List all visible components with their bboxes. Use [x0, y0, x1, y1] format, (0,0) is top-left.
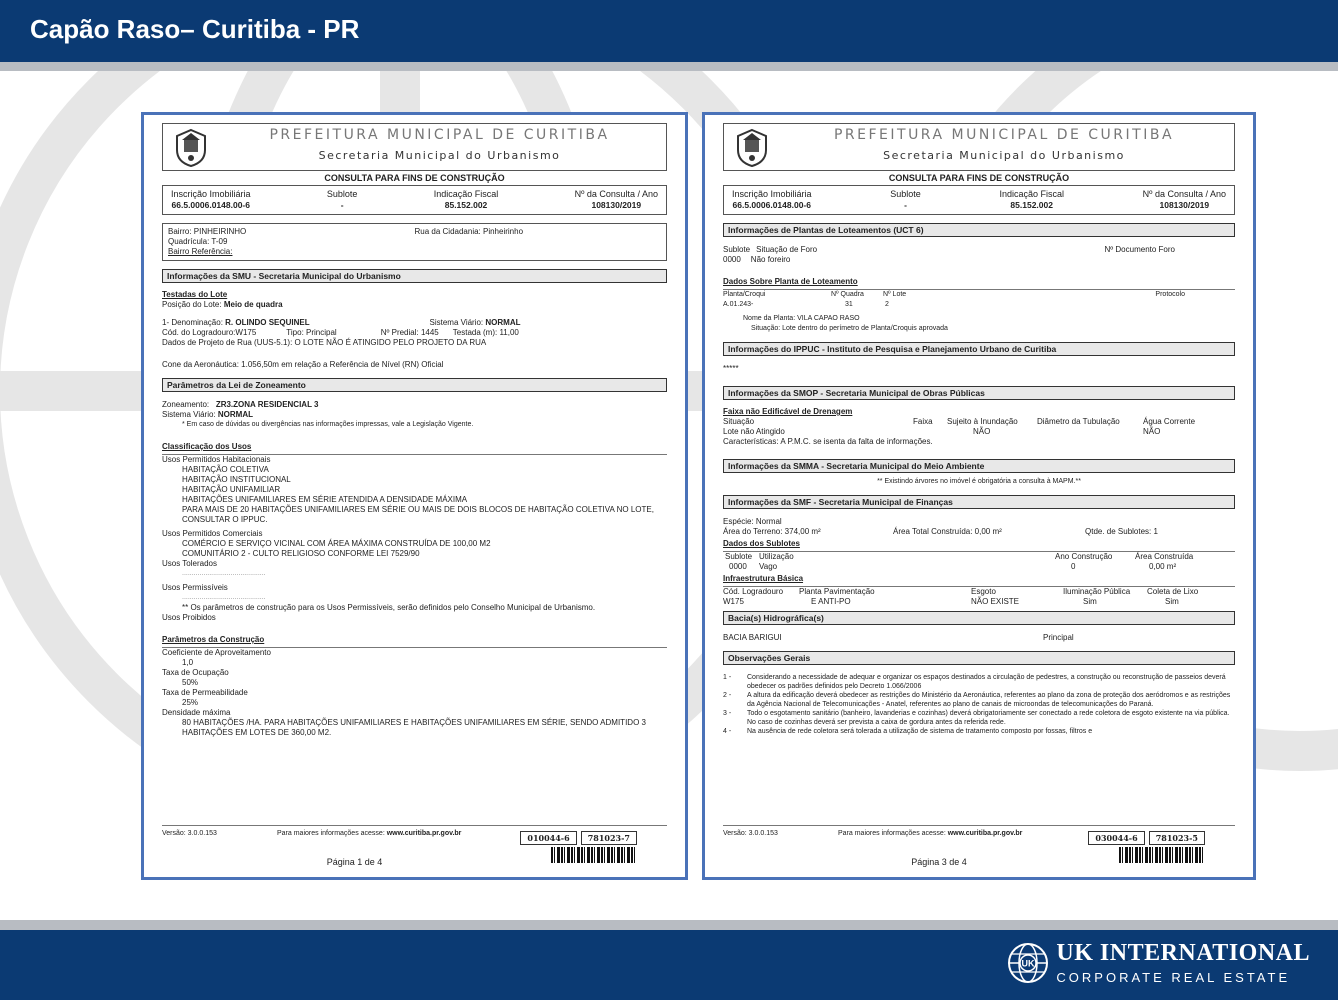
dotted-line: ........................................... [182, 570, 266, 577]
sistema2-label: Sistema Viário: [162, 410, 216, 419]
usos-permissiveis-label: Usos Permissíveis [162, 583, 228, 592]
planta-pav-label: Planta Pavimentação [799, 587, 875, 596]
predial: Nº Predial: 1445 [380, 328, 439, 337]
brand-logo [1006, 940, 1310, 985]
quadricula: Quadrícula: T-09 [168, 237, 228, 246]
obs-text: Todo o esgotamento sanitário (banheiro, lavanderias e cozinhas) deverá obrigatoriamente ser conectado a rede coletora de esgoto existente na via pública. No caso de cozinhas deverá ser prevista a caixa de gordura antes da referida rede. [747, 710, 1230, 726]
sublote-value: 0000 [723, 255, 741, 264]
obs-text: A altura da edificação deverá obedecer as restrições do Ministério da Aeronáutica, referentes ao plano da zona de proteção dos aeródromos e as restrições da Agência Nacional de Telecomunicações - Anatel, referentes ao plano de canais de microondas de telecomunicações do Paraná. [747, 692, 1231, 708]
section-smf: Informações da SMF - Secretaria Municipal de Finanças [723, 495, 1235, 509]
sujeito-value: NÃO [973, 427, 991, 436]
cod-log-label: Cód. Logradouro [723, 587, 784, 596]
rua-cidadania: Rua da Cidadania: Pinheirinho [414, 227, 524, 236]
doc-code: 030044-6 [1088, 831, 1144, 845]
denominacao-value: R. OLINDO SEQUINEL [225, 318, 310, 327]
page-number: Página 1 de 4 [326, 857, 383, 867]
header-divider [0, 62, 1338, 71]
document-page-3 [702, 112, 1256, 880]
doc-footer [723, 823, 1235, 869]
planta-pav-value: E ANTI-PO [811, 597, 851, 606]
value-consulta: 108130/2019 [591, 200, 642, 210]
testadas-heading: Testadas do Lote [162, 290, 228, 299]
bacia-tipo: Principal [1043, 633, 1074, 642]
doc-code: 781023-5 [1149, 831, 1205, 845]
densidade-value: 80 HABITAÇÕES /HA. PARA HABITAÇÕES UNIFAMILIARES E HABITAÇÕES UNIFAMILIARES EM SÉRIE, SENDO ADMITIDO 3 HABITAÇÕES EM LOTES DE 360,00 M2. [182, 718, 646, 737]
brand-tagline: CORPORATE REAL ESTATE [1056, 970, 1291, 985]
bairro-referencia: Bairro Referência: [168, 247, 233, 256]
cod-logradouro: Cód. do Logradouro:W175 [162, 328, 257, 337]
classificacao-heading: Classificação dos Usos [162, 442, 252, 451]
sub-sublote-value: 0000 [729, 562, 747, 571]
agua-value: NÃO [1143, 427, 1161, 436]
faixa-drenagem-heading: Faixa não Edificável de Drenagem [723, 407, 853, 416]
situacao-foro-label: Situação de Foro [756, 245, 818, 254]
doc-code: 010044-6 [520, 831, 576, 845]
doc-subtitle: Secretaria Municipal do Urbanismo [883, 149, 1125, 162]
version: Versão: 3.0.0.153 [723, 830, 778, 837]
label-inscricao: Inscrição Imobiliária [171, 189, 251, 199]
coef-value: 1,0 [182, 658, 194, 667]
caracteristicas: Características: A P.M.C. se isenta da falta de informações. [723, 437, 933, 446]
utilizacao-value: Vago [759, 562, 778, 571]
ano-construcao-value: 0 [1071, 562, 1076, 571]
bairro: Bairro: PINHEIRINHO [168, 227, 247, 236]
obs-text: Considerando a necessidade de adequar e organizar os espaços destinados a circulação de pedestres, a construção ou reconstrução de passeios deverá obedecer os padrões definidos pelo Decreto 1.066/2006 [747, 674, 1226, 690]
section-zoneamento: Parâmetros da Lei de Zoneamento [162, 378, 667, 392]
label-sublote: Sublote [326, 189, 358, 199]
footer-divider [0, 920, 1338, 930]
version: Versão: 3.0.0.153 [162, 830, 217, 837]
value-inscricao: 66.5.0006.0148.00-6 [171, 200, 250, 210]
sistema-label: Sistema Viário: [429, 318, 484, 327]
doc-foro-label: Nº Documento Foro [1104, 245, 1175, 254]
value-inscricao: 66.5.0006.0148.00-6 [732, 200, 811, 210]
section-smma: Informações da SMMA - Secretaria Municipal do Meio Ambiente [723, 459, 1235, 473]
observacoes-list [723, 673, 1235, 736]
doc-subtitle: Secretaria Municipal do Urbanismo [318, 149, 561, 162]
testada: Testada (m): 11,00 [452, 328, 519, 337]
zoneamento-value: ZR3.ZONA RESIDENCIAL 3 [215, 400, 319, 409]
doc-header [723, 123, 1235, 171]
densidade-label: Densidade máxima [162, 708, 231, 717]
iluminacao-label: Iluminação Pública [1063, 587, 1131, 596]
doc-consulta-heading: CONSULTA PARA FINS DE CONSTRUÇÃO [324, 173, 505, 183]
gov-url: www.curitiba.pr.gov.br [947, 830, 1023, 837]
ippuc-value: ***** [723, 364, 739, 373]
list-item [723, 709, 1235, 727]
doc-id-box [162, 185, 667, 215]
list-item: HABITAÇÃO INSTITUCIONAL [182, 475, 291, 484]
qtde-sublotes: Qtde. de Sublotes: 1 [1085, 527, 1158, 536]
sublote-label: Sublote [723, 245, 751, 254]
quadra-label: Nº Quadra [831, 291, 864, 298]
sujeito-label: Sujeito à Inundação [947, 417, 1018, 426]
dados-sublotes-heading: Dados dos Sublotes [723, 539, 800, 548]
uk-globe-icon [1006, 941, 1050, 985]
divider [723, 825, 1235, 826]
protocolo-label: Protocolo [1155, 291, 1185, 298]
nota-permissiveis: ** Os parâmetros de construção para os Usos Permissíveis, serão definidos pelo Conselho Municipal de Urbanismo. [182, 603, 596, 612]
list-item [723, 691, 1235, 709]
cone-aeronautica: Cone da Aeronáutica: 1.056,50m em relação a Referência de Nível (RN) Oficial [162, 360, 444, 369]
situacao-foro-value: Não foreiro [750, 255, 791, 264]
slide-footer [0, 930, 1338, 1000]
doc-header [162, 123, 667, 171]
list-item [723, 673, 1235, 691]
section-smu: Informações da SMU - Secretaria Municipal do Urbanismo [162, 269, 667, 283]
area-construida-label: Área Construída [1135, 552, 1194, 561]
section-observacoes: Observações Gerais [723, 651, 1235, 665]
section-plantas: Informações de Plantas de Loteamentos (UCT 6) [723, 223, 1235, 237]
page-number: Página 3 de 4 [911, 857, 967, 867]
list-item: HABITAÇÕES UNIFAMILIARES EM SÉRIE ATENDIDA A DENSIDADE MÁXIMA [182, 495, 468, 504]
dotted-line: ........................................... [182, 594, 266, 601]
list-item [723, 727, 1235, 736]
doc-footer [162, 823, 667, 869]
quadra-value: 31 [845, 301, 853, 308]
infraestrutura-heading: Infraestrutura Básica [723, 574, 804, 583]
obs-number: 1 - [723, 674, 732, 681]
slide-header [0, 0, 1338, 62]
list-item: HABITAÇÃO UNIFAMILIAR [182, 485, 281, 494]
value-sublote: - [340, 200, 344, 210]
doc-title: PREFEITURA MUNICIPAL DE CURITIBA [833, 127, 1175, 143]
value-sublote: - [904, 200, 907, 210]
habitacionais-list [162, 465, 667, 525]
doc-title: PREFEITURA MUNICIPAL DE CURITIBA [269, 127, 610, 143]
situacao-value: Lote não Atingido [723, 427, 785, 436]
diametro-label: Diâmetro da Tubulação [1037, 417, 1120, 426]
tipo: Tipo: Principal [286, 328, 337, 337]
especie: Espécie: Normal [723, 517, 782, 526]
iluminacao-value: Sim [1083, 597, 1097, 606]
agua-label: Água Corrente [1143, 417, 1196, 426]
curitiba-crest-icon [734, 128, 770, 168]
usos-habitacionais-label: Usos Permitidos Habitacionais [162, 455, 271, 464]
svg-text:UK: UK [1021, 958, 1035, 968]
smma-note: ** Existindo árvores no imóvel é obrigatória a consulta à MAPM.** [877, 478, 1081, 485]
brand-name: UK INTERNATIONAL [1056, 940, 1310, 966]
sub-sublote-label: Sublote [725, 552, 753, 561]
taxa-ocup-label: Taxa de Ocupação [162, 668, 229, 677]
utilizacao-label: Utilização [759, 552, 794, 561]
obs-number: 3 - [723, 710, 732, 717]
coleta-label: Coleta de Lixo [1147, 587, 1199, 596]
divider [162, 825, 667, 826]
section-smop: Informações da SMOP - Secretaria Municipal de Obras Públicas [723, 386, 1235, 400]
obs-text: Na ausência de rede coletora será tolerada a utilização de sistema de tratamento composto por fossas, filtros e [747, 728, 1093, 735]
comerciais-list [162, 539, 667, 559]
usos-proibidos-label: Usos Proibidos [162, 613, 216, 622]
cod-log-value: W175 [723, 597, 744, 606]
faixa-label: Faixa [913, 417, 933, 426]
zoneamento-label: Zoneamento: [162, 400, 210, 409]
usos-comerciais-label: Usos Permitidos Comerciais [162, 529, 263, 538]
location-box [162, 223, 667, 261]
situacao-label: Situação [723, 417, 755, 426]
list-item: COMUNITÁRIO 2 - CULTO RELIGIOSO CONFORME LEI 7529/90 [182, 549, 420, 558]
bacia-value: BACIA BARIGUI [723, 633, 782, 642]
label-consulta: Nº da Consulta / Ano [1142, 189, 1226, 199]
curitiba-crest-icon [173, 128, 209, 168]
situacao-lote: Situação: Lote dentro do perímetro de Planta/Croquis aprovada [751, 325, 948, 332]
dados-planta-heading: Dados Sobre Planta de Loteamento [723, 277, 858, 286]
area-terreno: Área do Terreno: 374,00 m² [723, 527, 821, 536]
gov-url: www.curitiba.pr.gov.br [386, 830, 462, 837]
coleta-value: Sim [1165, 597, 1179, 606]
list-item: PARA MAIS DE 20 HABITAÇÕES UNIFAMILIARES EM SÉRIE OU MAIS DE DOIS BLOCOS DE HABITAÇÃO COLETIVA NO LOTE, CONSULTAR O IPPUC. [182, 505, 654, 524]
value-indicacao: 85.152.002 [1010, 200, 1053, 210]
taxa-perm-value: 25% [182, 698, 199, 707]
label-consulta: Nº da Consulta / Ano [574, 189, 658, 199]
label-indicacao: Indicação Fiscal [433, 189, 499, 199]
ano-construcao-label: Ano Construção [1055, 552, 1113, 561]
posicao-value: Meio de quadra [223, 300, 283, 309]
doc-code: 781023-7 [581, 831, 637, 845]
denominacao-label: 1- Denominação: [162, 318, 223, 327]
label-inscricao: Inscrição Imobiliária [732, 189, 812, 199]
list-item: HABITAÇÃO COLETIVA [182, 465, 269, 474]
taxa-ocup-value: 50% [182, 678, 199, 687]
usos-tolerados-label: Usos Tolerados [162, 559, 217, 568]
value-consulta: 108130/2019 [1159, 200, 1210, 210]
more-info: Para maiores informações acesse: [277, 830, 385, 837]
parametros-construcao-heading: Parâmetros da Construção [162, 635, 265, 644]
esgoto-label: Esgoto [971, 587, 996, 596]
lote-label: Nº Lote [883, 291, 907, 298]
obs-number: 4 - [723, 728, 732, 735]
value-indicacao: 85.152.002 [444, 200, 488, 210]
slide-title: Capão Raso– Curitiba - PR [30, 14, 360, 44]
lote-value: 2 [885, 301, 889, 308]
area-construida-value: 0,00 m² [1149, 562, 1177, 571]
section-ippuc: Informações do IPPUC - Instituto de Pesquisa e Planejamento Urbano de Curitiba [723, 342, 1235, 356]
section-bacia: Bacia(s) Hidrográfica(s) [723, 611, 1235, 625]
more-info: Para maiores informações acesse: [838, 830, 946, 837]
taxa-perm-label: Taxa de Permeabilidade [162, 688, 248, 697]
doc-id-box [723, 185, 1235, 215]
duvidas-note: * Em caso de dúvidas ou divergências nas informações impressas, vale a Legislação Vigente. [182, 421, 474, 428]
esgoto-value: NÃO EXISTE [971, 597, 1020, 606]
label-indicacao: Indicação Fiscal [999, 189, 1064, 199]
planta-croqui-label: Planta/Croqui [723, 291, 766, 298]
planta-croqui-value: A.01.243- [723, 301, 754, 308]
nome-planta: Nome da Planta: VILA CAPAO RASO [743, 315, 860, 322]
projeto-rua: Dados de Projeto de Rua (UUS-5.1): O LOTE NÃO É ATINGIDO PELO PROJETO DA RUA [162, 338, 487, 347]
sistema2-value: NORMAL [217, 410, 253, 419]
list-item: COMÉRCIO E SERVIÇO VICINAL COM ÁREA MÁXIMA CONSTRUÍDA DE 100,00 M2 [182, 539, 491, 548]
posicao-label: Posição do Lote: [162, 300, 222, 309]
document-page-1 [141, 112, 688, 880]
coef-label: Coeficiente de Aproveitamento [162, 648, 271, 657]
doc-consulta-heading: CONSULTA PARA FINS DE CONSTRUÇÃO [888, 173, 1070, 183]
obs-number: 2 - [723, 692, 732, 699]
area-construida: Área Total Construída: 0,00 m² [893, 527, 1002, 536]
label-sublote: Sublote [890, 189, 921, 199]
sistema-value: NORMAL [485, 318, 521, 327]
